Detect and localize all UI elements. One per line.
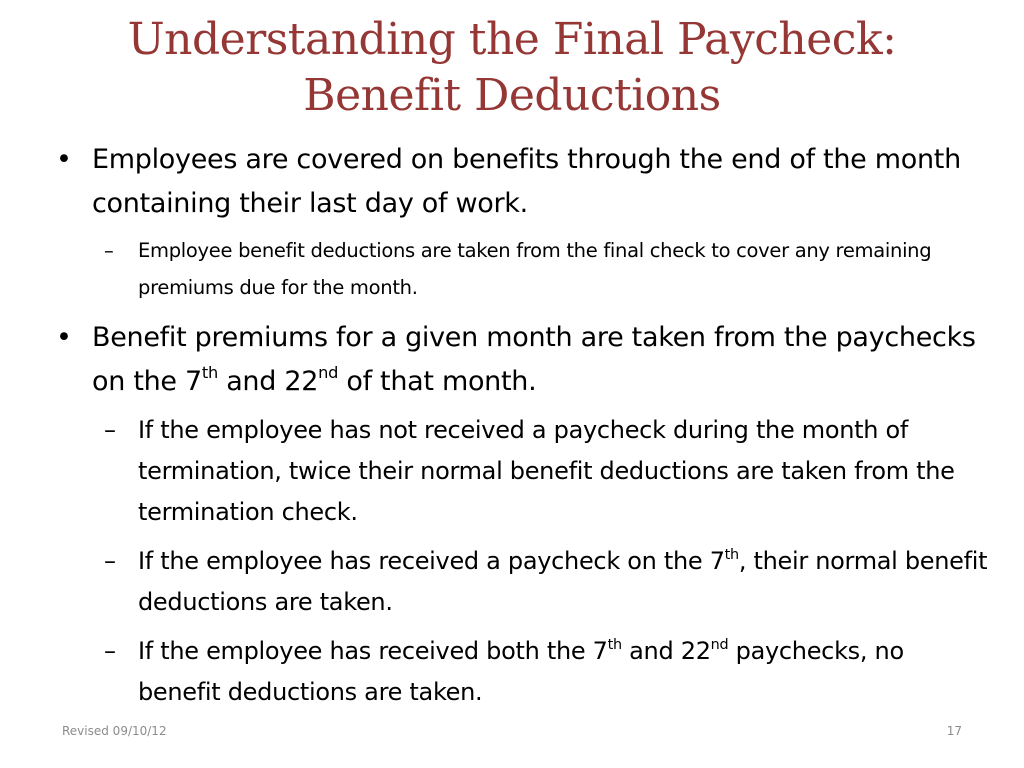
sub-bullet-text: Employee benefit deductions are taken from the final check to cover any remaining premiums due for the month.	[138, 239, 932, 299]
sub-bullet-final-check	[50, 232, 990, 306]
sub-bullet-both-paychecks	[50, 631, 990, 713]
bullet-text-post: of that month.	[338, 366, 537, 397]
superscript-th: th	[201, 363, 218, 383]
bullet-text-mid: and 22	[217, 366, 319, 397]
sub-bullet-text-pre: If the employee has received a paycheck on the 7	[138, 547, 725, 575]
slide-title-line-1: Understanding the Final Paycheck:	[127, 14, 897, 65]
superscript-nd: nd	[710, 636, 729, 653]
dash-icon: –	[104, 416, 116, 444]
slide-number: 17	[946, 724, 962, 738]
superscript-th: th	[724, 546, 739, 563]
dash-icon: –	[104, 637, 116, 665]
bullet-icon: •	[56, 322, 72, 353]
dash-icon: –	[104, 239, 114, 262]
slide-title-line-2: Benefit Deductions	[303, 70, 721, 121]
sub-bullet-text-post: , their normal benefit deductions are taken.	[138, 547, 988, 616]
slide-title	[60, 12, 964, 124]
bullet-coverage	[50, 138, 990, 226]
sub-bullet-text-mid: and 22	[621, 637, 711, 665]
bullet-text-pre: Benefit premiums for a given month are taken from the paychecks on the 7	[92, 322, 976, 397]
superscript-nd: nd	[318, 363, 339, 383]
sub-bullet-text-pre: If the employee has received both the 7	[138, 637, 608, 665]
bullet-premiums	[50, 316, 990, 404]
slide-body	[50, 138, 990, 721]
bullet-icon: •	[56, 144, 72, 175]
bullet-text: Employees are covered on benefits through the end of the month containing their last day of work.	[92, 144, 961, 219]
sub-bullet-text: If the employee has not received a paycheck during the month of termination, twice their normal benefit deductions are taken from the termination check.	[138, 416, 955, 526]
footer-revised-date: Revised 09/10/12	[62, 724, 167, 738]
superscript-th: th	[607, 636, 622, 653]
sub-bullet-no-paycheck	[50, 410, 990, 533]
dash-icon: –	[104, 547, 116, 575]
sub-bullet-text-post: paychecks, no benefit deductions are taken.	[138, 637, 904, 706]
sub-bullet-one-paycheck	[50, 541, 990, 623]
